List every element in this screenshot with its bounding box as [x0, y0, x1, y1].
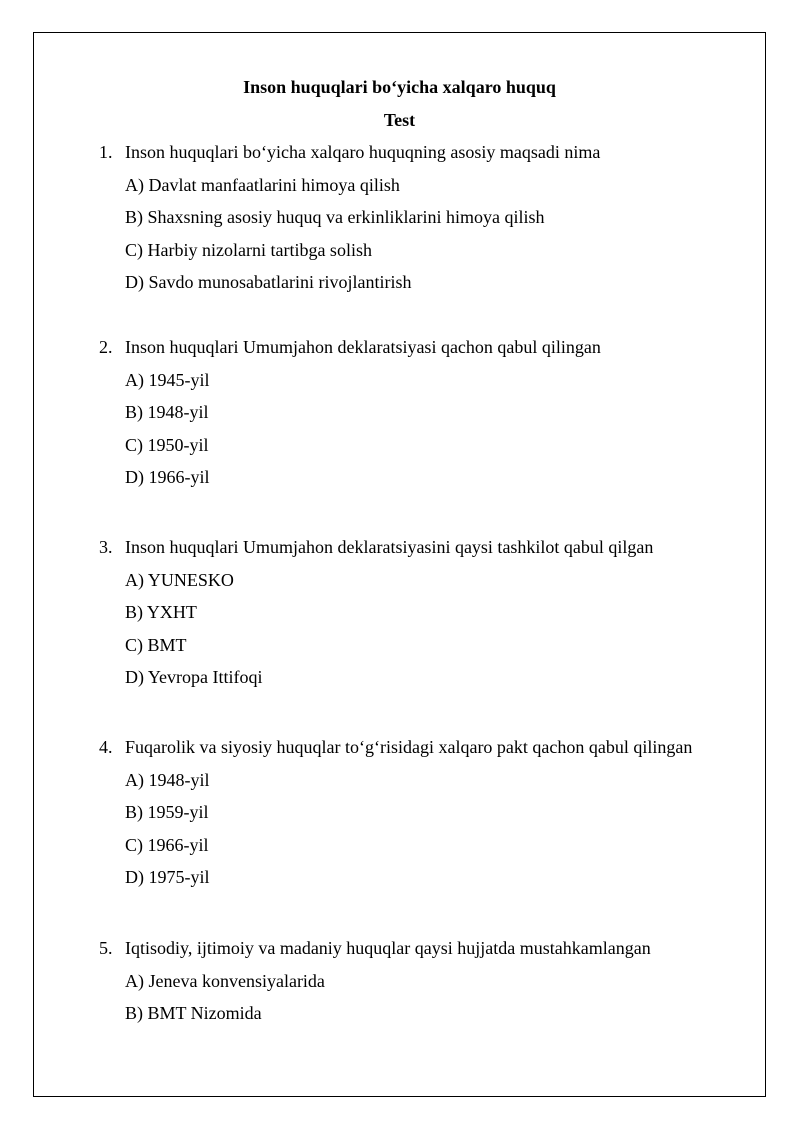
answer-option-d: D) Savdo munosabatlarini rivojlantirish: [125, 272, 412, 292]
question-line: [0, 335, 800, 359]
answer-option-a: A) 1945-yil: [125, 369, 210, 390]
answer-option-d: D) Yevropa Ittifoqi: [125, 667, 263, 687]
answer-options: [0, 568, 800, 690]
question-text: Inson huquqlari Umumjahon deklaratsiyasini qaysi tashkilot qabul qilgan: [125, 537, 654, 557]
question-5: [0, 936, 800, 1025]
answer-option-a: A) Jeneva konvensiyalarida: [125, 970, 325, 991]
answer-option-b: B) Shaxsning asosiy huquq va erkinliklarini himoya qilish: [125, 207, 545, 227]
answer-option-c: C) BMT: [125, 634, 187, 655]
question-4: [0, 735, 800, 889]
question-number: 3.: [99, 537, 113, 557]
question-text: Iqtisodiy, ijtimoiy va madaniy huquqlar qaysi hujjatda mustahkamlangan: [125, 938, 651, 958]
answer-option-c: C) 1966-yil: [125, 834, 209, 855]
question-1: [0, 140, 800, 294]
question-text: Fuqarolik va siyosiy huquqlar to‘g‘risidagi xalqaro pakt qachon qabul qilingan: [125, 737, 693, 757]
question-number: 1.: [99, 142, 113, 162]
answer-option-b: B) YXHT: [125, 602, 197, 622]
answer-option-d: D) 1975-yil: [125, 867, 210, 887]
answer-options: [0, 969, 800, 1026]
answer-options: [0, 768, 800, 890]
document-subtitle: Test: [383, 110, 416, 130]
question-line: [0, 735, 800, 759]
document-title: Inson huquqlari bo‘yicha xalqaro huquq: [243, 77, 556, 97]
answer-options: [0, 173, 800, 295]
answer-option-a: A) YUNESKO: [125, 569, 234, 590]
question-number: 5.: [99, 938, 113, 958]
answer-option-a: A) 1948-yil: [125, 769, 210, 790]
answer-option-b: B) BMT Nizomida: [125, 1003, 262, 1023]
question-number: 4.: [99, 737, 113, 757]
answer-option-d: D) 1966-yil: [125, 467, 210, 487]
answer-option-b: B) 1948-yil: [125, 402, 209, 422]
question-3: [0, 535, 800, 689]
question-2: [0, 335, 800, 489]
question-line: [0, 140, 800, 164]
question-line: [0, 535, 800, 559]
question-number: 2.: [99, 337, 113, 357]
answer-option-a: A) Davlat manfaatlarini himoya qilish: [125, 174, 400, 195]
answer-option-b: B) 1959-yil: [125, 802, 209, 822]
answer-option-c: C) Harbiy nizolarni tartibga solish: [125, 239, 372, 260]
question-text: Inson huquqlari Umumjahon deklaratsiyasi qachon qabul qilingan: [125, 337, 601, 357]
question-text: Inson huquqlari bo‘yicha xalqaro huquqning asosiy maqsadi nima: [125, 142, 601, 162]
answer-options: [0, 368, 800, 490]
answer-option-c: C) 1950-yil: [125, 434, 209, 455]
question-line: [0, 936, 800, 960]
